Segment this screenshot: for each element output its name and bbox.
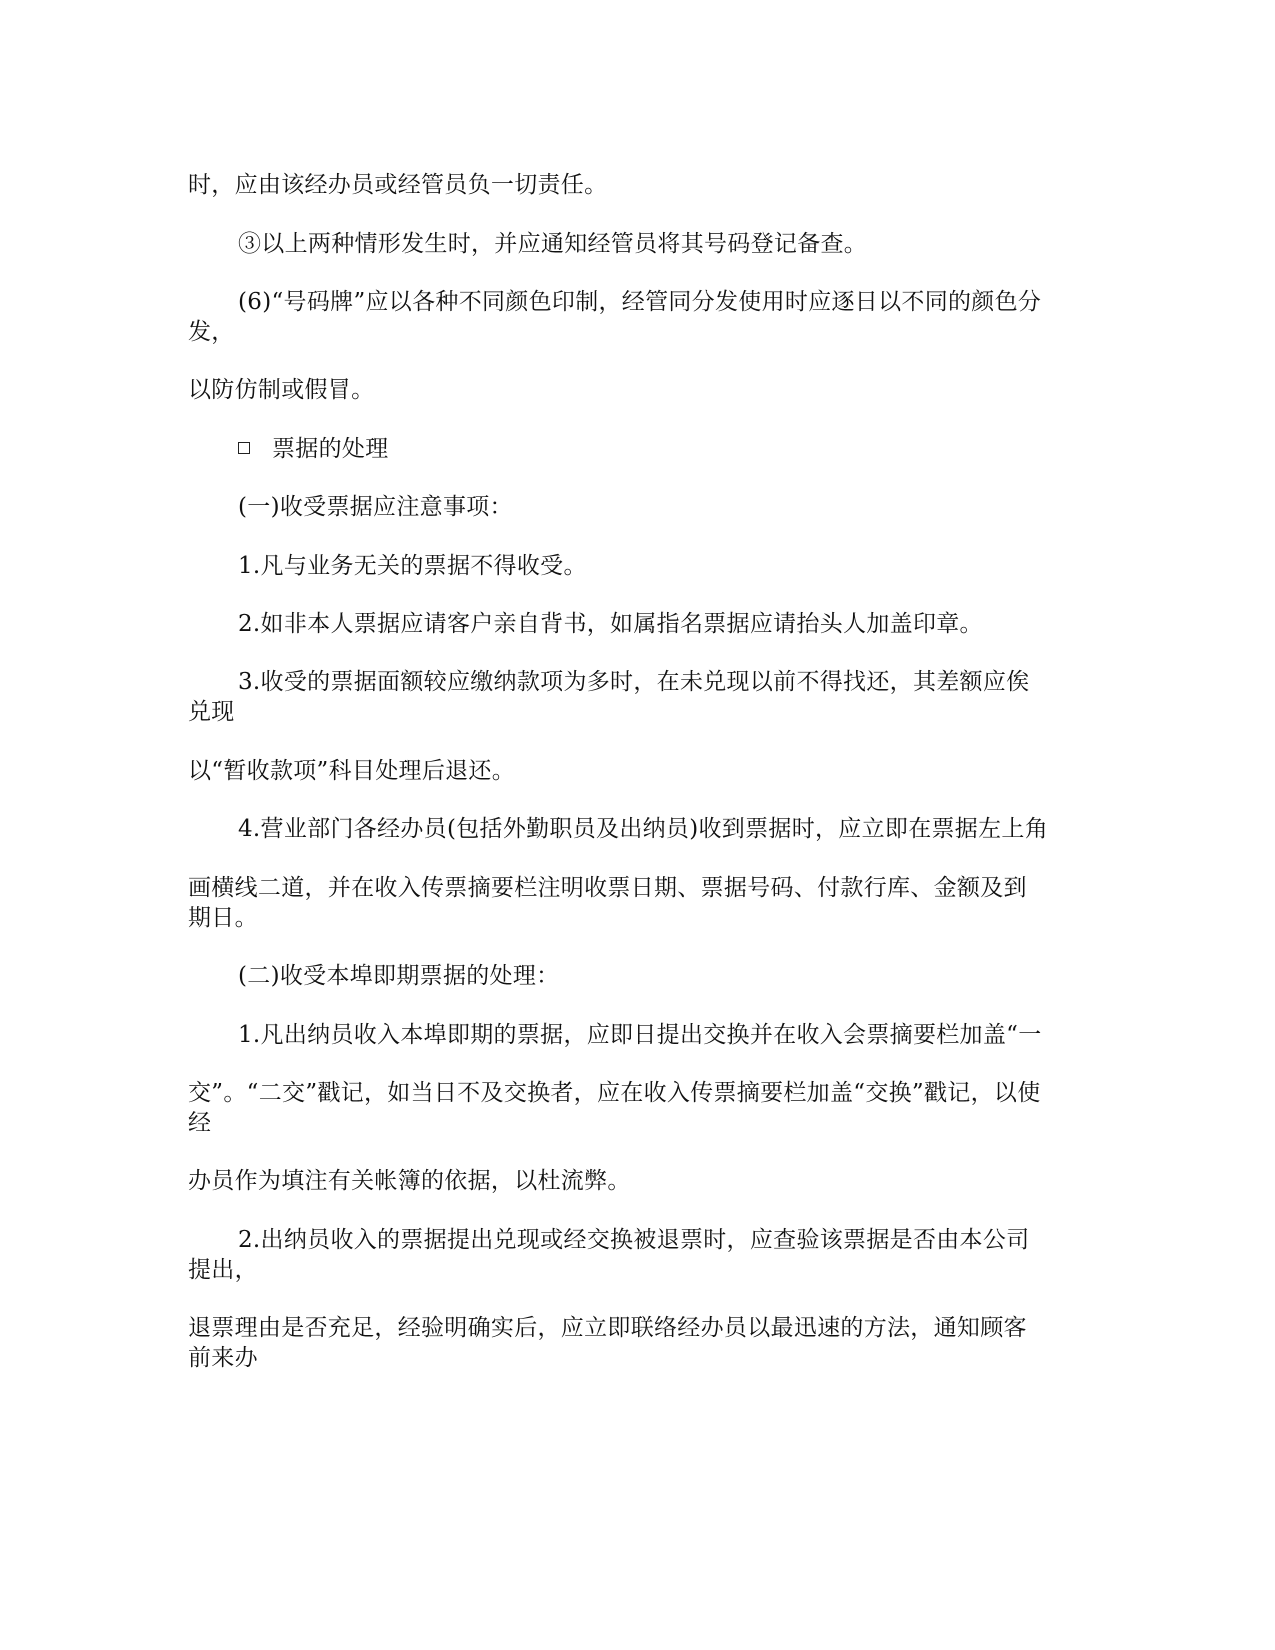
text-line: 提出， <box>188 1257 258 1283</box>
text-line: 时，应由该经办员或经管员负一切责任。 <box>188 172 608 198</box>
text-line: 1.凡出纳员收入本埠即期的票据，应即日提出交换并在收入会票摘要栏加盖“一 <box>238 1022 1042 1048</box>
text-line: 期日。 <box>188 905 258 931</box>
text-line: 1.凡与业务无关的票据不得收受。 <box>238 553 587 579</box>
text-line: 前来办 <box>188 1345 258 1371</box>
text-line: 以防仿制或假冒。 <box>188 377 375 403</box>
text-line: (一)收受票据应注意事项： <box>238 494 513 520</box>
text-line: 办员作为填注有关帐簿的依据，以杜流弊。 <box>188 1168 631 1194</box>
text-line: 发， <box>188 319 235 345</box>
checkbox-bullet-icon <box>238 442 250 454</box>
text-line: 退票理由是否充足，经验明确实后，应立即联络经办员以最迅速的方法，通知顾客 <box>188 1315 1027 1341</box>
text-line: 兑现 <box>188 699 235 725</box>
text-line: (二)收受本埠即期票据的处理： <box>238 963 560 989</box>
text-line: ③以上两种情形发生时，并应通知经管员将其号码登记备查。 <box>238 231 868 257</box>
text-line: 3.收受的票据面额较应缴纳款项为多时，在未兑现以前不得找还，其差额应俟 <box>238 669 1030 695</box>
text-line: 4.营业部门各经办员(包括外勤职员及出纳员)收到票据时，应立即在票据左上角 <box>238 816 1048 842</box>
text-line: (6)“号码牌”应以各种不同颜色印制，经管同分发使用时应逐日以不同的颜色分 <box>238 289 1042 315</box>
section-heading-text: 票据的处理 <box>272 436 389 462</box>
text-line: 经 <box>188 1110 212 1136</box>
text-line: 交”。“二交”戳记，如当日不及交换者，应在收入传票摘要栏加盖“交换”戳记，以使 <box>188 1080 1041 1106</box>
text-line: 以“暂收款项”科目处理后退还。 <box>188 758 516 784</box>
text-line: 2.出纳员收入的票据提出兑现或经交换被退票时，应查验该票据是否由本公司 <box>238 1227 1030 1253</box>
text-line: 画横线二道，并在收入传票摘要栏注明收票日期、票据号码、付款行库、金额及到 <box>188 875 1027 901</box>
section-heading <box>238 434 1138 465</box>
text-line: 2.如非本人票据应请客户亲自背书，如属指名票据应请抬头人加盖印章。 <box>238 611 983 637</box>
